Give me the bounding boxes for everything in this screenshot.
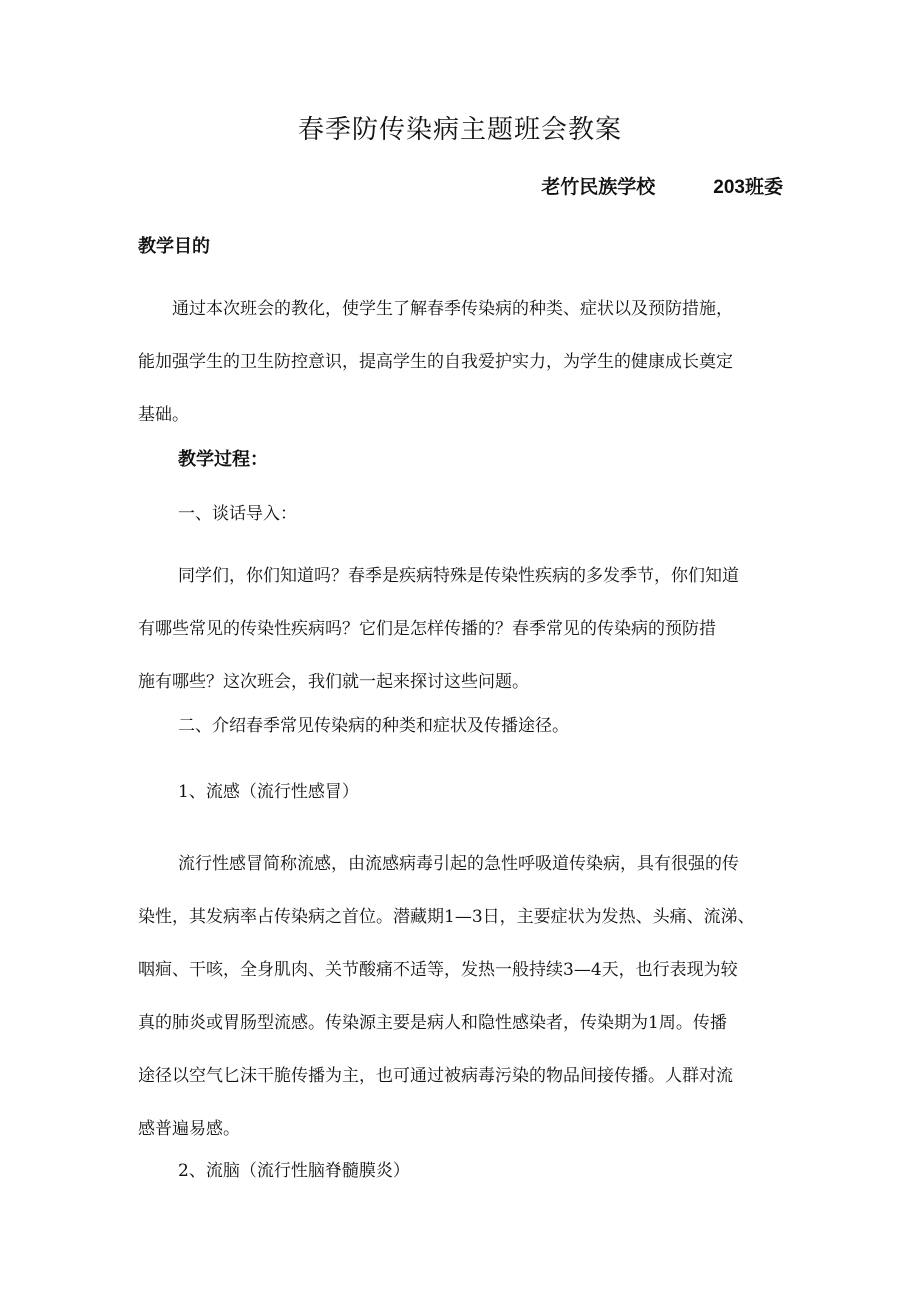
goal-line-1: 通过本次班会的教化，使学生了解春季传染病的种类、症状以及预防措施， [172, 299, 733, 319]
class-committee: 203班委 [713, 177, 783, 198]
part1-line-2: 有哪些常见的传染性疾病吗？它们是怎样传播的？春季常见的传染病的预防措 [138, 619, 716, 639]
part1-line-3: 施有哪些？这次班会，我们就一起来探讨这些问题。 [138, 672, 529, 692]
process-heading: 教学过程： [178, 449, 268, 470]
author-line [541, 172, 783, 204]
part2-heading: 二、介绍春季常见传染病的种类和症状及传播途径。 [178, 716, 569, 736]
item1-line-2: 染性，其发病率占传染病之首位。潜藏期1—3日，主要症状为发热、头痛、流涕、 [138, 907, 755, 927]
goal-line-2: 能加强学生的卫生防控意识，提高学生的自我爱护实力，为学生的健康成长奠定 [138, 352, 733, 372]
item1-paragraph [138, 838, 784, 1156]
part1-line-1: 同学们，你们知道吗？春季是疾病特殊是传染性疾病的多发季节，你们知道 [178, 566, 739, 586]
item2-heading: 2、流脑（流行性脑脊髓膜炎） [178, 1161, 410, 1181]
document-title: 春季防传染病主题班会教案 [297, 115, 622, 145]
part1-paragraph [138, 550, 784, 709]
item1-line-4: 真的肺炎或胃肠型流感。传染源主要是病人和隐性感染者，传染期为1周。传播 [138, 1013, 727, 1033]
school-name: 老竹民族学校 [541, 177, 656, 198]
item1-line-3: 咽痐、干咳，全身肌肉、关节酸痛不适等，发热一般持续3—4天，也行表现为较 [138, 960, 738, 980]
part1-heading: 一、谈话导入： [178, 504, 297, 524]
goal-line-3: 基础。 [138, 405, 189, 425]
item1-line-6: 感普遍易感。 [138, 1119, 240, 1139]
goal-heading: 教学目的 [138, 236, 210, 257]
item1-line-5: 途径以空气匕沫干脆传播为主，也可通过被病毒污染的物品间接传播。人群对流 [138, 1066, 733, 1086]
item1-heading: 1、流感（流行性感冒） [178, 782, 359, 802]
goal-paragraph [138, 283, 784, 442]
item1-line-1: 流行性感冒简称流感，由流感病毒引起的急性呼吸道传染病，具有很强的传 [178, 854, 739, 874]
